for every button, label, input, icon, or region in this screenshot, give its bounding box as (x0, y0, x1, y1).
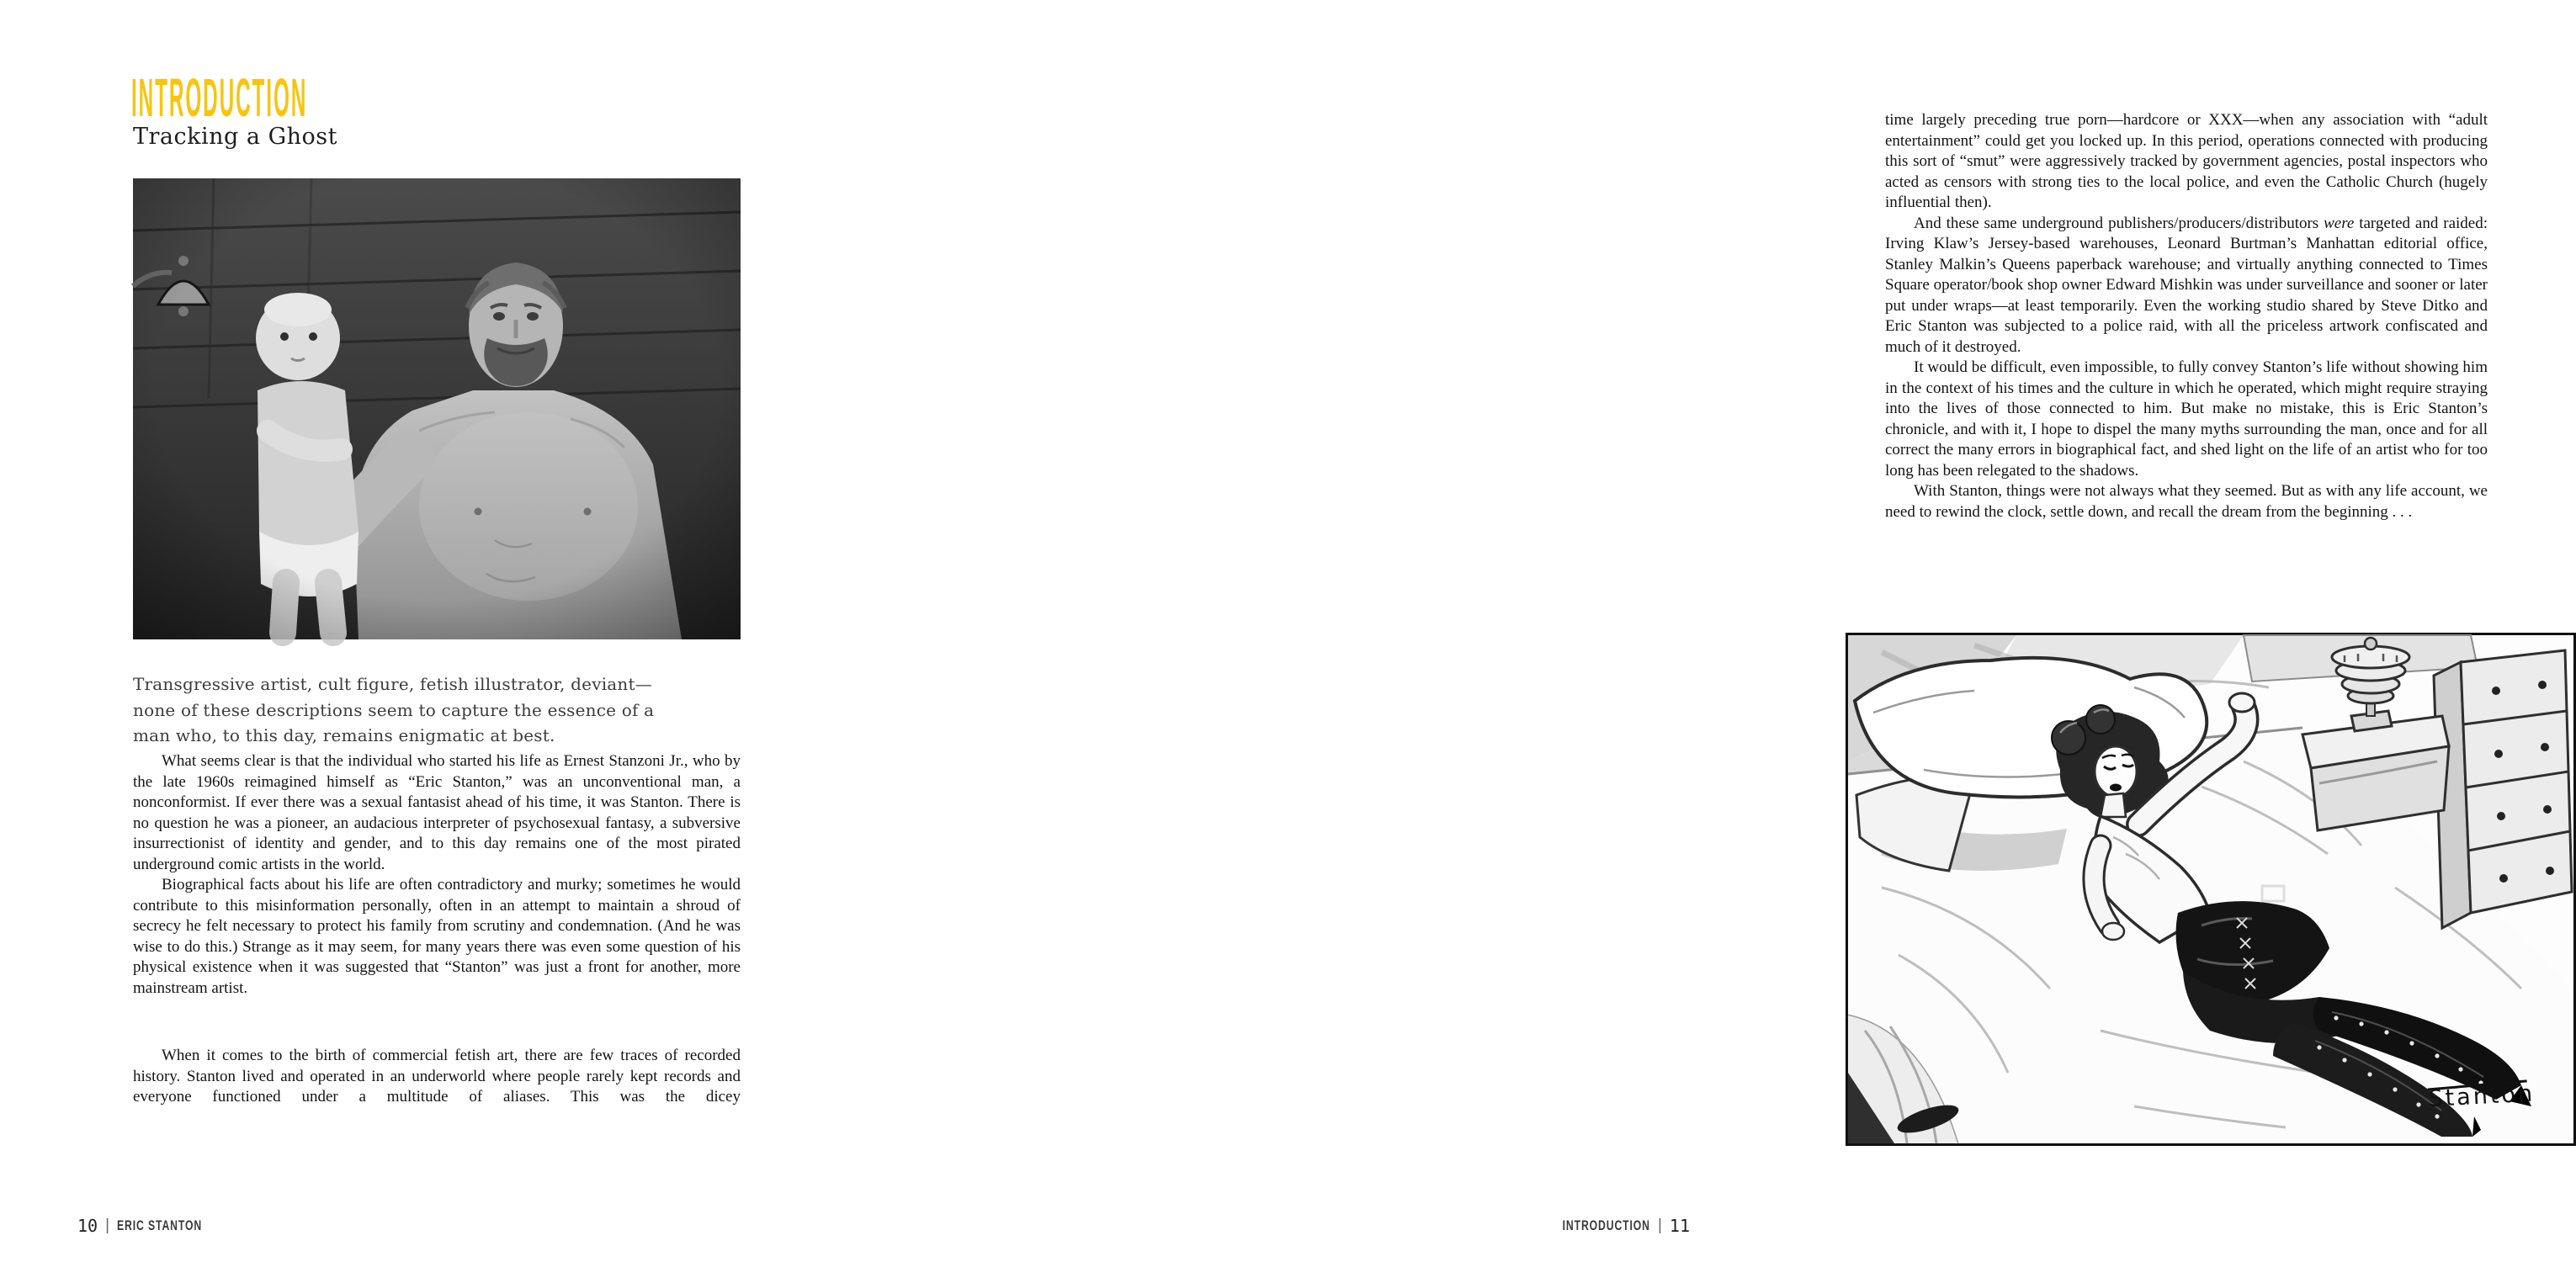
artist-signature (2428, 1080, 2536, 1112)
footer-separator-left: | (105, 1217, 110, 1234)
left-page (0, 0, 884, 1262)
chapter-title-text: INTRODUCTION (131, 67, 308, 128)
paragraph: When it comes to the birth of commercial fetish art, there are few traces of recorded history. Stanton lived and operated in an underworld where people rarely kept records and everyone functioned under a multitude of aliases. This was the dicey (133, 1047, 741, 1106)
paragraph: It would be difficult, even impossible, to fully convey Stanton’s life without showing him in the context of his times and the culture in which he operated, which might require straying into the lives of those connected to him. But make no mistake, this is Eric Stanton’s chronicle, and with it, I hope to dispel the many myths surrounding the man, once and for all correct the many errors in biographical fact, and shed light on the life of an artist who for too long has been relegated to the shadows. (1885, 358, 2488, 480)
paragraph: What seems clear is that the individual who started his life as Ernest Stanzoni Jr., who by the late 1960s reimagined himself as “Eric Stanton,” was an unconventional man, a nonconformist. If ever there was a sexual fantasist ahead of his time, it was Stanton. There is no question he was a pioneer, an audacious interpreter of psychosexual fantasy, a subversive insurrectionist of identity and gender, and to this day remains one of the most pirated underground comic artists in the world. (133, 752, 741, 873)
book-title-footer: ERIC STANTON (117, 1217, 203, 1233)
photo-vignette (133, 178, 741, 639)
illustration-graphic (1848, 635, 2573, 1143)
footer-separator-right: | (1657, 1217, 1662, 1234)
lede-line: man who, to this day, remains enigmatic at best. (133, 725, 555, 745)
dresser (2434, 650, 2572, 928)
footer-left (77, 1217, 232, 1235)
lede-line: Transgressive artist, cult figure, fetish illustrator, deviant— (133, 674, 652, 694)
paragraph: time largely preceding true porn—hardcore or XXX—when any association with “adult entertainment” could get you locked up. In this period, operations connected with producing this sort of “smut” were aggressively tracked by government agencies, postal inspectors who acted as censors with strong ties to the local police, and even the Catholic Church (hugely influential then). (1885, 111, 2488, 211)
photo-graphic (133, 178, 741, 639)
lede-line: none of these descriptions seem to capture the essence of a (133, 699, 655, 720)
signature-text: Stanton (2427, 1080, 2536, 1112)
paragraph: And these same underground publishers/producers/distributors were targeted and raided: Irving Klaw’s Jersey-based warehouses, Leonard Burtman’s Manhattan editorial office, Stanley Malkin’s Queens paperback warehouse; and virtually anything connected to Times Square operator/book shop owner Edward Mishkin was under surveillance and sooner or later put under wraps—at least temporarily. Even the working studio shared by Steve Ditko and Eric Stanton was subjected to a police raid, with all the priceless artwork confiscated and much of it destroyed. (1885, 214, 2488, 356)
paragraph: Biographical facts about his life are often contradictory and murky; sometimes he would contribute to this misinformation personally, often in an attempt to maintain a shroud of secrecy he felt necessary to protect his family from scrutiny and condemnation. (And he was wise to do this.) Strange as it may seem, for many years there was even some question of his physical existence when it was suggested that “Stanton” was just a front for another, more mainstream artist. (133, 876, 741, 997)
footer-right (1532, 1217, 1690, 1235)
chapter-title (131, 67, 595, 128)
paragraph: With Stanton, things were not always what they seemed. But as with any life account, we need to rewind the clock, settle down, and recall the dream from the beginning . . . (1885, 482, 2488, 521)
chapter-subtitle: Tracking a Ghost (133, 124, 337, 150)
page-number-right: 11 (1669, 1216, 1690, 1236)
left-body-text (133, 751, 741, 1108)
page-number-left: 10 (77, 1216, 98, 1236)
photo-man-and-baby (133, 178, 741, 639)
chapter-footer: INTRODUCTION (1562, 1217, 1650, 1233)
stanton-illustration (1846, 633, 2576, 1146)
right-body-text (1885, 110, 2488, 522)
lede-paragraph (133, 671, 756, 749)
right-page (884, 0, 2536, 1262)
nightstand (2302, 716, 2449, 830)
